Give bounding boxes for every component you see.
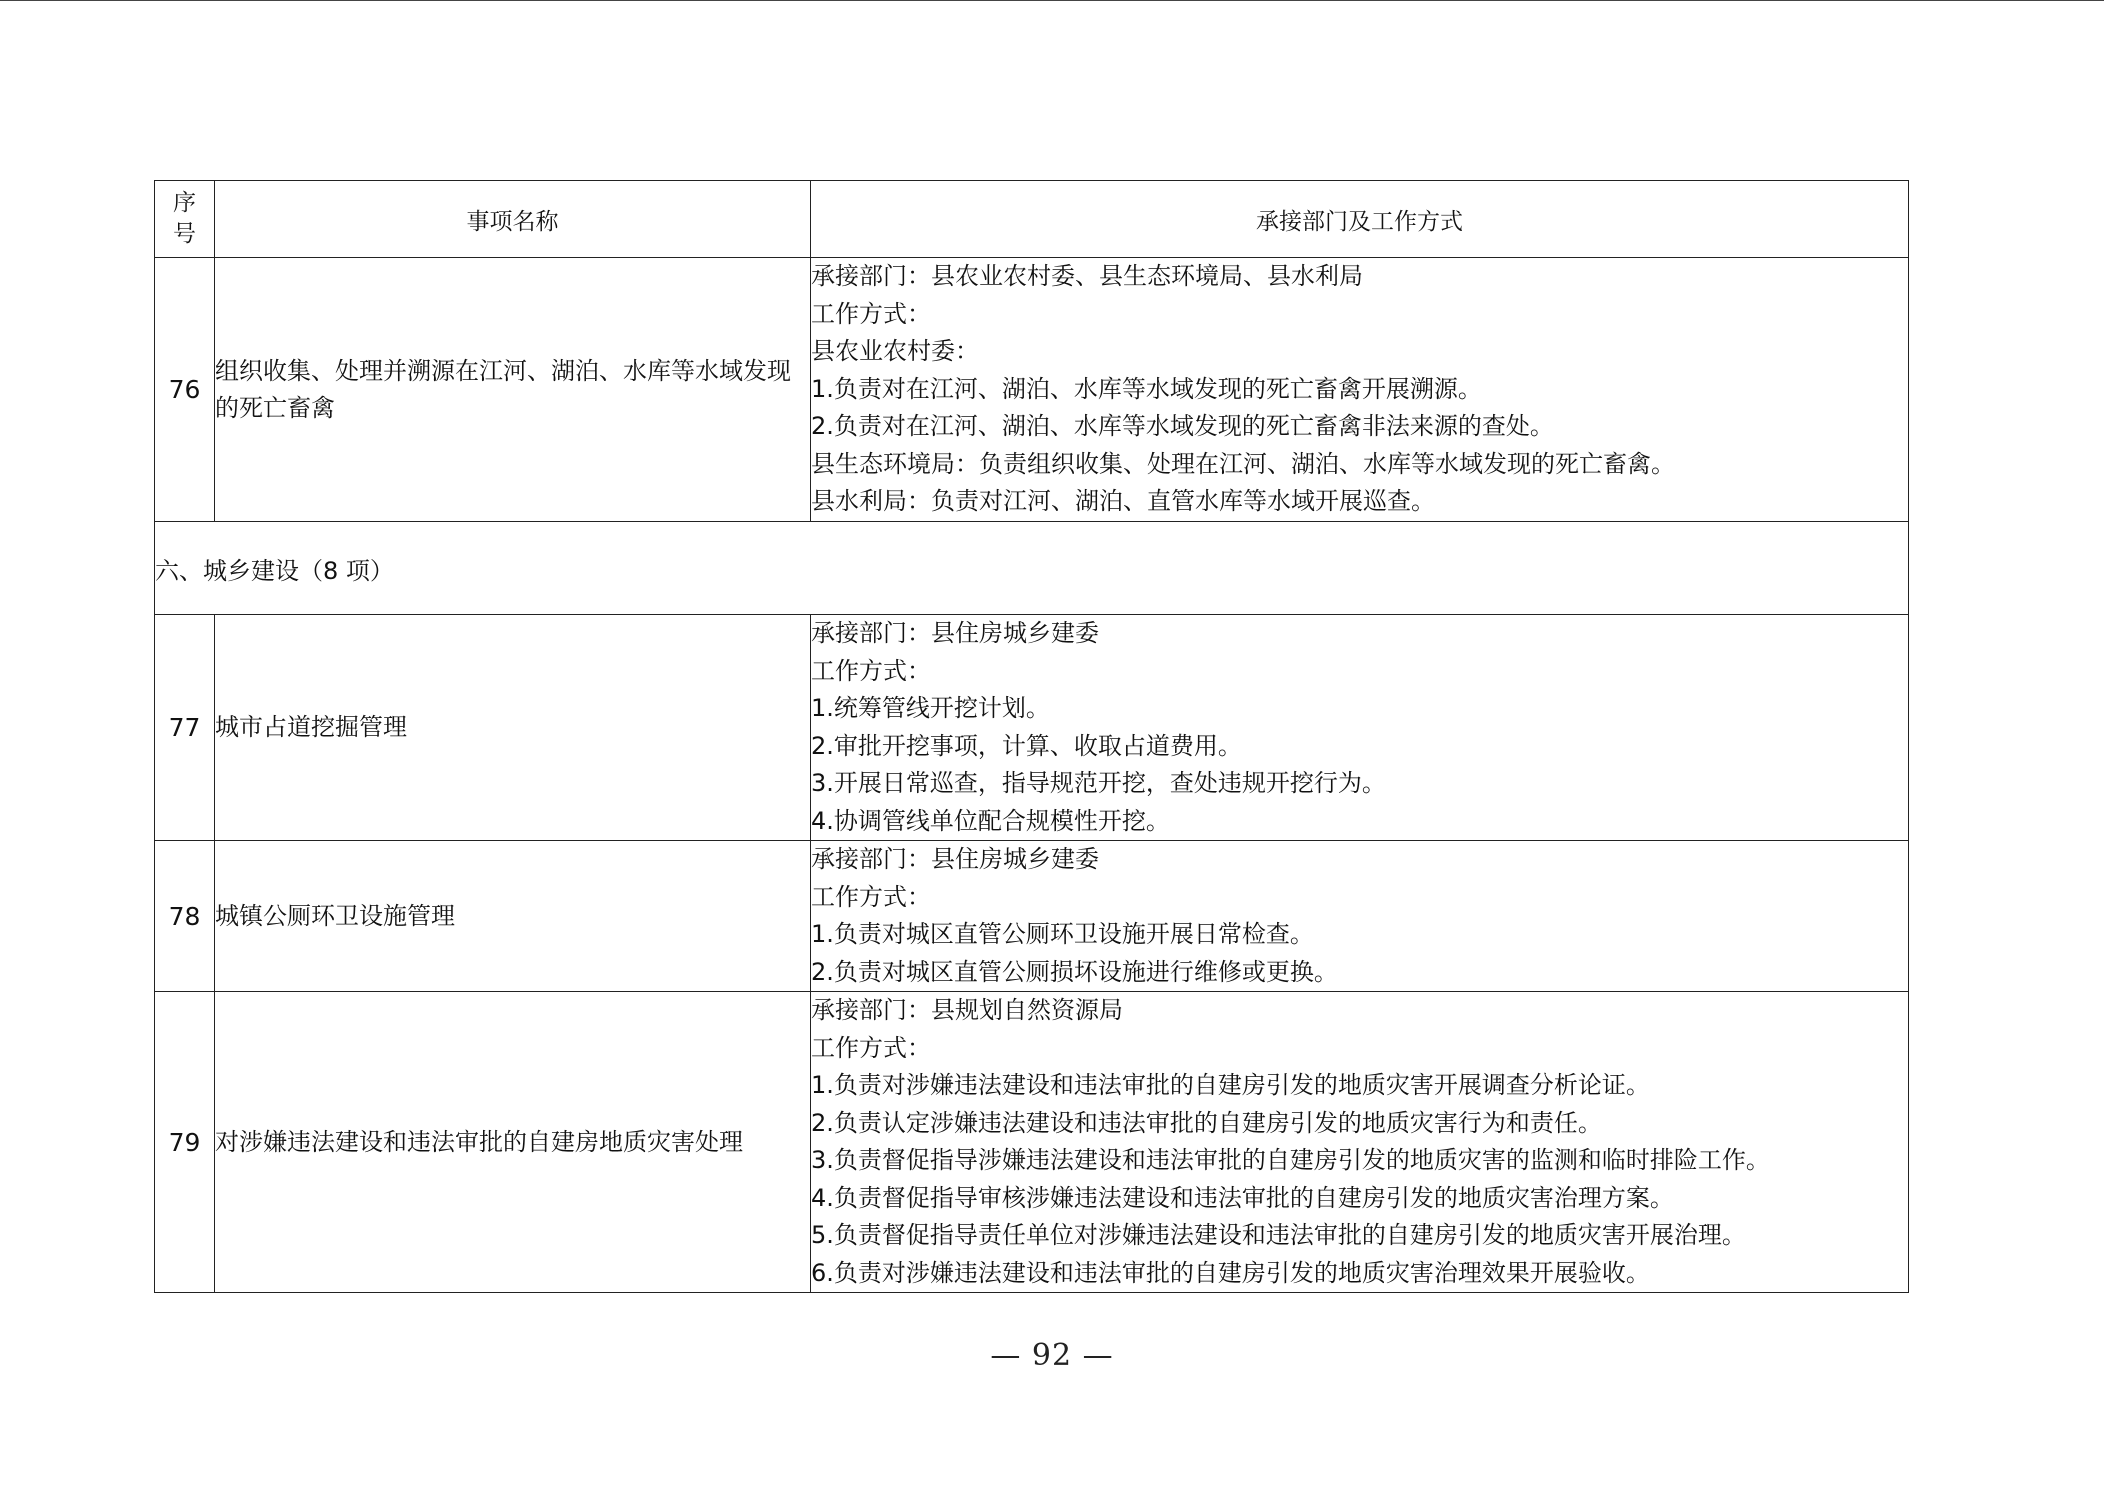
dept-line: 3.负责督促指导涉嫌违法建设和违法审批的自建房引发的地质灾害的监测和临时排险工作。 (811, 1146, 1770, 1174)
dept-line: 1.负责对城区直管公厕环卫设施开展日常检查。 (811, 920, 1314, 948)
item-name: 城镇公厕环卫设施管理 (215, 841, 811, 992)
department-method (811, 841, 1909, 992)
dept-line: 1.负责对涉嫌违法建设和违法审批的自建房引发的地质灾害开展调查分析论证。 (811, 1071, 1650, 1099)
page-top-border (0, 0, 2104, 1)
dept-line: 3.开展日常巡查，指导规范开挖，查处违规开挖行为。 (811, 769, 1386, 797)
table-row-79 (155, 992, 1909, 1293)
dept-line: 2.负责认定涉嫌违法建设和违法审批的自建房引发的地质灾害行为和责任。 (811, 1108, 1602, 1137)
dept-line: 工作方式： (811, 299, 931, 328)
row-number: 77 (155, 615, 215, 841)
dept-line: 承接部门：县住房城乡建委 (811, 619, 1099, 647)
dept-line: 4.负责督促指导审核涉嫌违法建设和违法审批的自建房引发的地质灾害治理方案。 (811, 1183, 1674, 1212)
header-department-method: 承接部门及工作方式 (811, 181, 1909, 258)
row-number: 76 (155, 258, 215, 522)
items-table (154, 180, 1909, 1293)
row-number: 79 (155, 992, 215, 1293)
item-name: 城市占道挖掘管理 (215, 615, 811, 841)
header-serial-bottom: 号 (173, 221, 196, 247)
dept-line: 县农业农村委： (811, 337, 979, 366)
dept-line: 工作方式： (811, 1033, 931, 1062)
table-row-78 (155, 841, 1909, 992)
dept-line: 县生态环境局：负责组织收集、处理在江河、湖泊、水库等水域发现的死亡畜禽。 (811, 449, 1675, 478)
dept-line: 2.审批开挖事项，计算、收取占道费用。 (811, 731, 1242, 760)
dept-line: 4.协调管线单位配合规模性开挖。 (811, 806, 1170, 835)
dept-line: 1.负责对在江河、湖泊、水库等水域发现的死亡畜禽开展溯源。 (811, 374, 1482, 403)
item-name: 对涉嫌违法建设和违法审批的自建房地质灾害处理 (215, 992, 811, 1293)
dept-line: 承接部门：县规划自然资源局 (811, 996, 1123, 1024)
page-number: — 92 — (990, 1338, 1114, 1373)
dept-line: 承接部门：县住房城乡建委 (811, 845, 1099, 873)
department-method (811, 615, 1909, 841)
dept-line: 县水利局：负责对江河、湖泊、直管水库等水域开展巡查。 (811, 487, 1435, 516)
department-method (811, 258, 1909, 522)
table-row-77 (155, 615, 1909, 841)
header-serial-top: 序 (173, 190, 196, 216)
header-serial-number (155, 181, 215, 258)
dept-line: 2.负责对在江河、湖泊、水库等水域发现的死亡畜禽非法来源的查处。 (811, 412, 1554, 441)
section-title: 六、城乡建设（8 项） (155, 522, 1909, 615)
table-row-76 (155, 258, 1909, 522)
dept-line: 工作方式： (811, 656, 931, 685)
dept-line: 承接部门：县农业农村委、县生态环境局、县水利局 (811, 262, 1363, 291)
dept-line: 1.统筹管线开挖计划。 (811, 694, 1050, 722)
section-row (155, 522, 1909, 615)
table-header-row (155, 181, 1909, 258)
dept-line: 工作方式： (811, 882, 931, 911)
department-method (811, 992, 1909, 1293)
item-name: 组织收集、处理并溯源在江河、湖泊、水库等水域发现的死亡畜禽 (215, 258, 811, 522)
dept-line: 5.负责督促指导责任单位对涉嫌违法建设和违法审批的自建房引发的地质灾害开展治理。 (811, 1221, 1746, 1249)
dept-line: 6.负责对涉嫌违法建设和违法审批的自建房引发的地质灾害治理效果开展验收。 (811, 1258, 1650, 1287)
dept-line: 2.负责对城区直管公厕损坏设施进行维修或更换。 (811, 957, 1338, 986)
header-item-name: 事项名称 (215, 181, 811, 258)
row-number: 78 (155, 841, 215, 992)
